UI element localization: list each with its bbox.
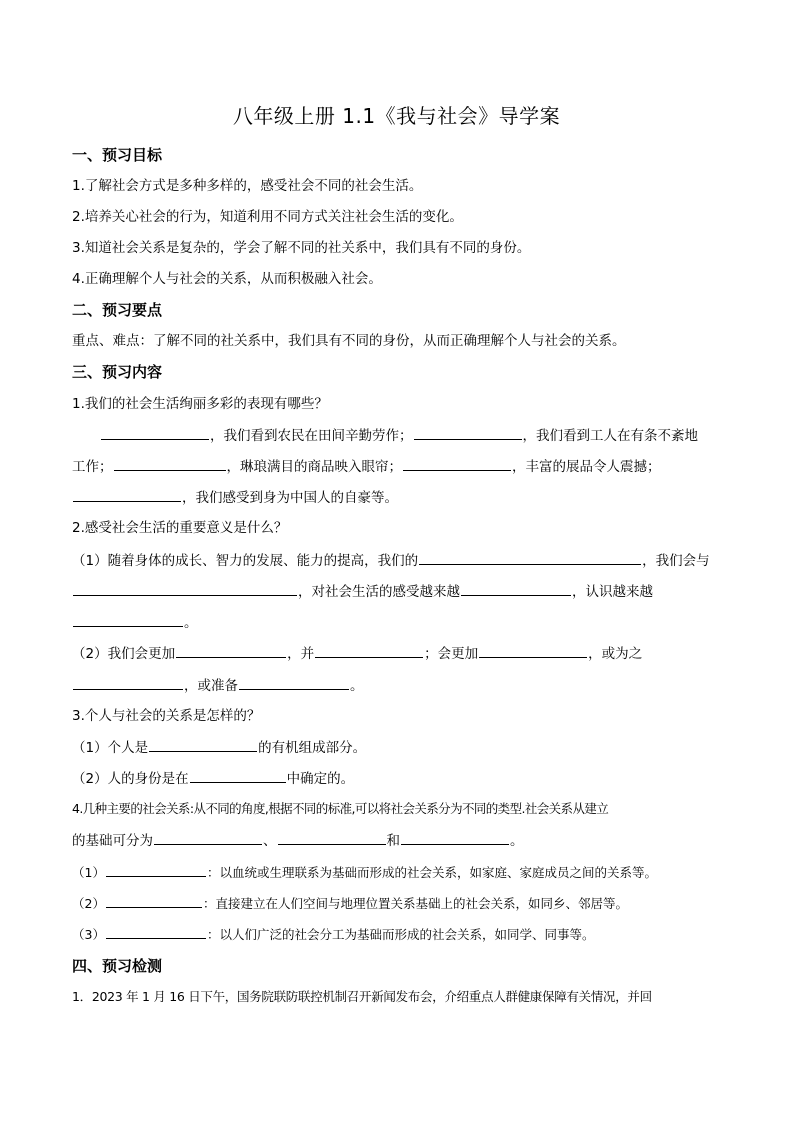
answer-blank[interactable] [401, 830, 509, 845]
answer-blank[interactable] [403, 456, 511, 471]
answer-blank[interactable] [190, 768, 286, 783]
question-2-line-3: 。 [72, 612, 722, 633]
check-question-1: 1．2023 年 1 月 16 日下午，国务院联防联控机制召开新闻发布会，介绍重点人群健康保障有关情况，并回 [72, 989, 652, 1004]
answer-blank[interactable] [154, 830, 262, 845]
question-4-title: 4.几种主要的社会关系:从不同的角度,根据不同的标准,可以将社会关系分为不同的类型.社会关系从建立 [72, 801, 609, 816]
goal-item-3: 3.知道社会关系是复杂的，学会了解不同的社关系中，我们具有不同的身份。 [72, 240, 531, 256]
question-2-line-4: （2）我们会更加 ，并 ；会更加 ，或为之 [72, 643, 722, 664]
question-2-line-1: （1）随着身体的成长、智力的发展、能力的提高，我们的 ，我们会与 [72, 550, 722, 571]
relation-type-2: （2） ：直接建立在人们空间与地理位置关系基础上的社会关系，如同乡、邻居等。 [72, 893, 722, 914]
relation-type-3: （3） ：以人们广泛的社会分工为基础而形成的社会关系，如同学、同事等。 [72, 924, 722, 945]
question-1-line-3: ，我们感受到身为中国人的自豪等。 [72, 487, 722, 508]
question-2-line-5: ，或准备 。 [72, 675, 722, 696]
question-3-line-2: （2）人的身份是在 中确定的。 [72, 768, 722, 789]
question-1-line-1: ，我们看到农民在田间辛勤劳作； ，我们看到工人在有条不紊地 [100, 425, 722, 446]
answer-blank[interactable] [114, 456, 226, 471]
question-2-line-2: ，对社会生活的感受越来越 ，认识越来越 [72, 581, 722, 602]
answer-blank[interactable] [419, 550, 641, 565]
answer-blank[interactable] [461, 581, 571, 596]
answer-blank[interactable] [176, 643, 286, 658]
answer-blank[interactable] [414, 425, 522, 440]
goal-item-4: 4.正确理解个人与社会的关系，从而积极融入社会。 [72, 271, 382, 287]
question-3-line-1: （1）个人是 的有机组成部分。 [72, 737, 722, 758]
answer-blank[interactable] [73, 581, 297, 596]
question-1-title: 1.我们的社会生活绚丽多彩的表现有哪些？ [72, 396, 328, 412]
relation-type-1: （1） ：以血统或生理联系为基础而形成的社会关系，如家庭、家庭成员之间的关系等。 [72, 862, 722, 883]
section-heading-check: 四、预习检测 [72, 957, 163, 975]
question-1-line-2: 工作； ，琳琅满目的商品映入眼帘； ，丰富的展品令人震撼； [72, 456, 722, 477]
answer-blank[interactable] [106, 924, 206, 939]
answer-blank[interactable] [315, 643, 423, 658]
answer-blank[interactable] [73, 612, 183, 627]
question-2-title: 2.感受社会生活的重要意义是什么？ [72, 520, 288, 536]
answer-blank[interactable] [73, 675, 183, 690]
answer-blank[interactable] [479, 643, 587, 658]
goal-item-1: 1.了解社会方式是多种多样的，感受社会不同的社会生活。 [72, 178, 423, 194]
goal-item-2: 2.培养关心社会的行为，知道利用不同方式关注社会生活的变化。 [72, 209, 463, 225]
section-heading-key-points: 二、预习要点 [72, 301, 163, 319]
answer-blank[interactable] [101, 425, 209, 440]
question-4-line-2: 的基础可分为 、 和 。 [72, 830, 722, 851]
key-points-text: 重点、难点：了解不同的社关系中，我们具有不同的身份，从而正确理解个人与社会的关系。 [72, 333, 626, 349]
answer-blank[interactable] [106, 893, 202, 908]
document-title: 八年级上册 1.1《我与社会》导学案 [232, 104, 561, 128]
section-heading-content: 三、预习内容 [72, 363, 163, 381]
answer-blank[interactable] [278, 830, 386, 845]
question-3-title: 3.个人与社会的关系是怎样的？ [72, 708, 261, 724]
answer-blank[interactable] [73, 487, 181, 502]
answer-blank[interactable] [106, 862, 206, 877]
answer-blank[interactable] [239, 675, 349, 690]
section-heading-goals: 一、预习目标 [72, 146, 163, 164]
answer-blank[interactable] [149, 737, 257, 752]
